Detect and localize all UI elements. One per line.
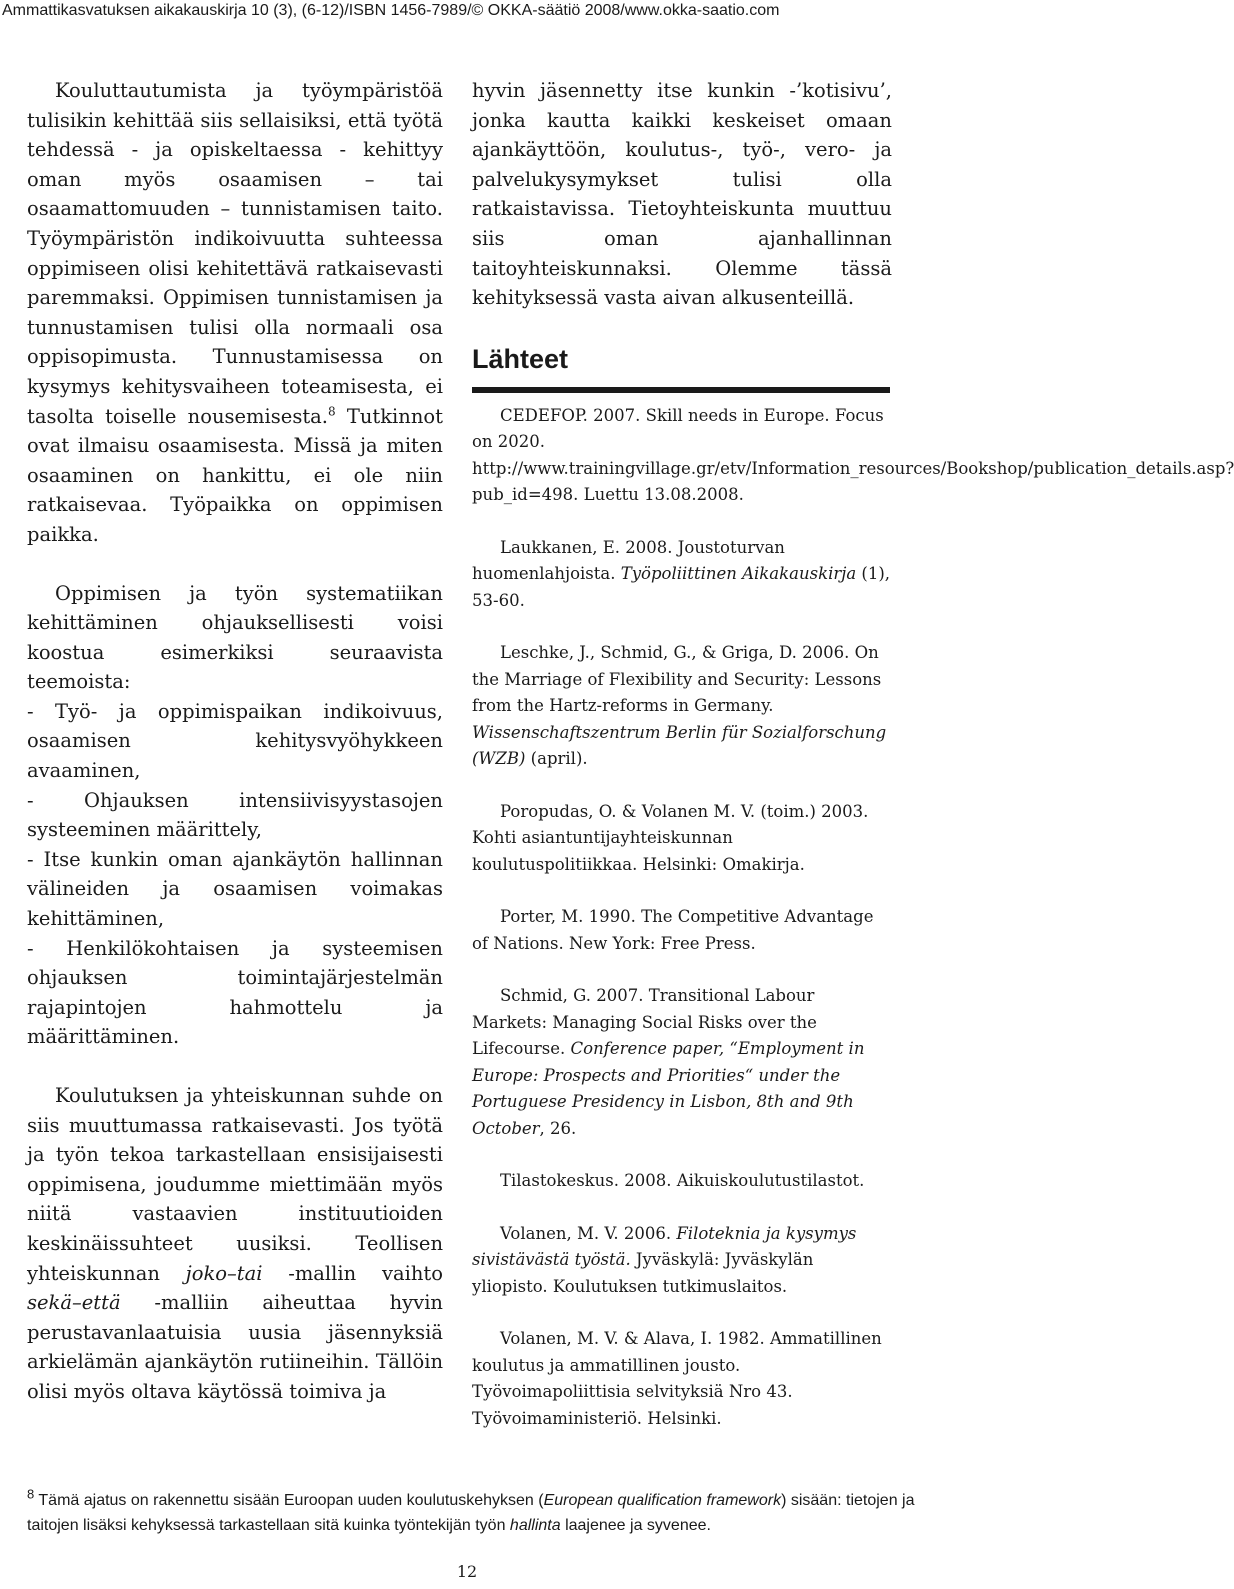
reference-text: Volanen, M. V. & Alava, I. 1982. Ammatillinen koulutus ja ammatillinen jousto. Työvoimapoliittisia selvityksiä Nro 43. Työvoimaministeriö. Helsinki. <box>472 1329 882 1428</box>
reference-item <box>472 904 892 957</box>
reference-item <box>472 640 892 773</box>
paragraph-continuation: hyvin jäsennetty itse kunkin -’kotisivu’, jonka kautta kaikki keskeiset omaan ajankäyttöön, koulutus-, työ-, vero- ja palvelukysymykset tulisi olla ratkaistavissa. Tietoyhteiskunta muuttuu siis oman ajanhallinnan taitoyhteiskunnaksi. Olemme tässä kehityksessä vasta aivan alkusenteillä. <box>472 79 892 310</box>
reference-text-end: (april). <box>525 749 588 769</box>
list-item: - Henkilökohtaisen ja systeemisen ohjauksen toimintajärjestelmän rajapintojen hahmottelu ja määrittäminen. <box>27 936 443 1049</box>
references-heading: Lähteet <box>472 343 569 374</box>
paragraph-3-text-c: -malliin aiheuttaa hyvin perustavanlaatuisia uusia jäsennyksiä arkielämän ajankäytön rutiineihin. Tällöin olisi myös oltava käytössä toimiva ja <box>27 1291 443 1403</box>
reference-title: Työpoliittinen Aikakauskirja <box>620 564 857 584</box>
list-item: - Itse kunkin oman ajankäytön hallinnan välineiden ja osaamisen voimakas kehittäminen, <box>27 847 443 931</box>
footnote-number: 8 <box>27 1486 35 1502</box>
reference-text: CEDEFOP. 2007. Skill needs in Europe. Focus on 2020. http://www.trainingvillage.gr/etv/Information_resources/Bookshop/publication_details.asp?pub_id=498. Luettu 13.08.2008. <box>472 405 1234 505</box>
reference-text: Schmid, G. 2007. Transitional Labour Markets: Managing Social Risks over the Lifecourse. <box>472 986 817 1059</box>
reference-text-end: (1), 53-60. <box>472 564 891 610</box>
footnote-text-a: Tämä ajatus on rakennettu sisään Euroopan uuden koulutuskehyksen ( <box>34 1492 544 1509</box>
footnote-em-2: hallinta <box>509 1517 561 1534</box>
paragraph-3-text-b: -mallin vaihto <box>262 1261 443 1285</box>
reference-item <box>472 535 892 615</box>
reference-item <box>472 983 892 1142</box>
reference-item <box>472 1221 892 1301</box>
reference-text-end: , 26. <box>539 1118 577 1138</box>
theme-list <box>27 579 443 1053</box>
footnote-em: European qualification framework <box>543 1492 782 1509</box>
heading-rule <box>472 387 890 393</box>
reference-text: Volanen, M. V. 2006. <box>500 1223 677 1243</box>
reference-text-end: Jyväskylä: Jyväskylän yliopisto. Koulutuksen tutkimuslaitos. <box>472 1250 814 1296</box>
paragraph-2-intro: Oppimisen ja työn systematiikan kehittäminen ohjauksellisesti voisi koostua esimerkiksi seuraavista teemoista: <box>27 581 443 694</box>
paragraph-1-text-b: Tutkinnot ovat ilmaisu osaamisesta. Missä ja miten osaaminen on hankittu, ei ole niin ratkaisevaa. Työpaikka on oppimisen paikka. <box>27 404 443 546</box>
list-item: - Työ- ja oppimispaikan indikoivuus, osaamisen kehitysvyöhykkeen avaaminen, <box>27 699 443 783</box>
reference-text: Porter, M. 1990. The Competitive Advantage of Nations. New York: Free Press. <box>472 907 874 953</box>
reference-title: Wissenschaftszentrum Berlin für Sozialforschung (WZB) <box>472 722 887 769</box>
page-number: 12 <box>456 1562 478 1581</box>
reference-list <box>472 403 1234 1433</box>
reference-title: Filoteknia ja kysymys sivistävästä työstä. <box>472 1223 857 1270</box>
footnote-text-b: ) sisään: tietojen ja taitojen lisäksi kehyksessä tarkastellaan sitä kuinka työntekijän työn <box>27 1492 915 1534</box>
paragraph-3-em-2: sekä–että <box>27 1291 121 1315</box>
reference-item <box>472 1168 892 1195</box>
footnote-ref[interactable]: 8 <box>328 404 336 419</box>
reference-text: Laukkanen, E. 2008. Joustoturvan huomenlahjoista. <box>472 537 785 584</box>
paragraph-3-em-1: joko–tai <box>185 1261 263 1285</box>
running-header: Ammattikasvatuksen aikakauskirja 10 (3), (6-12)/ISBN 1456-7989/© OKKA-säätiö 2008/www.okka-saatio.com <box>2 2 780 19</box>
paragraph-1-text-a: Kouluttautumista ja työympäristöä tulisikin kehittää siis sellaisiksi, että työtä tehdessä - ja opiskeltaessa - kehittyy oman myös osaamisen – tai osaamattomuuden – tunnistamisen taito. Työympäristön indikoivuutta suhteessa oppimiseen olisi kehitettävä ratkaisevasti paremmaksi. Oppimisen tunnistamisen ja tunnustamisen tulisi olla normaali osa oppisopimusta. Tunnustamisessa on kysymys kehitysvaiheen toteamisesta, ei tasolta toiselle nousemisesta. <box>27 79 443 428</box>
footnote-text-c: laajenee ja syvenee. <box>560 1517 711 1534</box>
left-column <box>27 76 443 1407</box>
reference-text: Poropudas, O. & Volanen M. V. (toim.) 2003. Kohti asiantuntijayhteiskunnan koulutuspolitiikkaa. Helsinki: Omakirja. <box>472 801 869 874</box>
reference-item <box>472 1326 892 1432</box>
reference-item <box>472 403 1234 509</box>
list-item: - Ohjauksen intensiivisyystasojen systeeminen määrittely, <box>27 788 443 842</box>
reference-text: Leschke, J., Schmid, G., & Griga, D. 2006. On the Marriage of Flexibility and Security: Lessons from the Hartz-reforms in Germany. <box>472 643 882 716</box>
reference-text: Tilastokeskus. 2008. Aikuiskoulutustilastot. <box>500 1171 865 1191</box>
reference-title: Conference paper, “Employment in Europe: Prospects and Priorities“ under the Portuguese Presidency in Lisbon, 8th and 9th October <box>472 1039 865 1138</box>
paragraph-3 <box>27 1081 443 1407</box>
right-column <box>472 76 1234 1432</box>
paragraph-3-text-a: Koulutuksen ja yhteiskunnan suhde on siis muuttumassa ratkaisevasti. Jos työtä ja työn tekoa tarkastellaan ensisijaisesti oppimisena, joudumme miettimään myös niitä vastaavien instituutioiden keskinäissuhteet uusiksi. Teollisen yhteiskunnan <box>27 1084 443 1285</box>
footnote <box>27 1488 927 1538</box>
paragraph-1 <box>27 76 443 550</box>
reference-item <box>472 799 892 879</box>
